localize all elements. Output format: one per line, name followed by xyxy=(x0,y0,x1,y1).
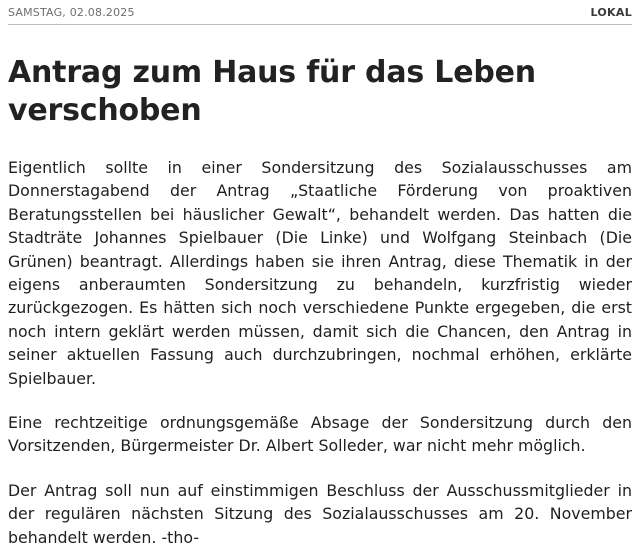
article-header-bar xyxy=(8,0,632,25)
article-body xyxy=(8,156,632,549)
section-label: LOKAL xyxy=(590,5,632,19)
article-headline: Antrag zum Haus für das Leben verschoben xyxy=(8,55,536,128)
article-paragraph: Eigentlich sollte in einer Sondersitzung des Sozialausschusses am Donnerstagabend der Antrag „Staatliche Förderung von proaktiven Beratungsstellen bei häuslicher Gewalt“, behandelt werden. Das hatten die Stadträte Johannes Spielbauer (Die Linke) und Wolfgang Steinbach (Die Grünen) beantragt. Allerdings haben sie ihren Antrag, diese Thematik in der eigens anberaumten Sondersitzung zu behandeln, kurzfristig wieder zurückgezogen. Es hätten sich noch verschiedene Punkte ergegeben, die erst noch intern geklärt werden müssen, damit sich die Chancen, den Antrag in seiner aktuellen Fassung auch durchzubringen, nochmal erhöhen, erklärte Spielbauer. xyxy=(8,158,632,388)
article-paragraph: Der Antrag soll nun auf einstimmigen Beschluss der Ausschussmitglieder in der regulären nächsten Sitzung des Sozialausschusses am 20. November behandelt werden. -tho- xyxy=(8,480,632,547)
publication-date: SAMSTAG, 02.08.2025 xyxy=(8,5,135,19)
article-paragraph: Eine rechtzeitige ordnungsgemäße Absage der Sondersitzung durch den Vorsitzenden, Bürgermeister Dr. Albert Solleder, war nicht mehr möglich. xyxy=(8,413,632,456)
